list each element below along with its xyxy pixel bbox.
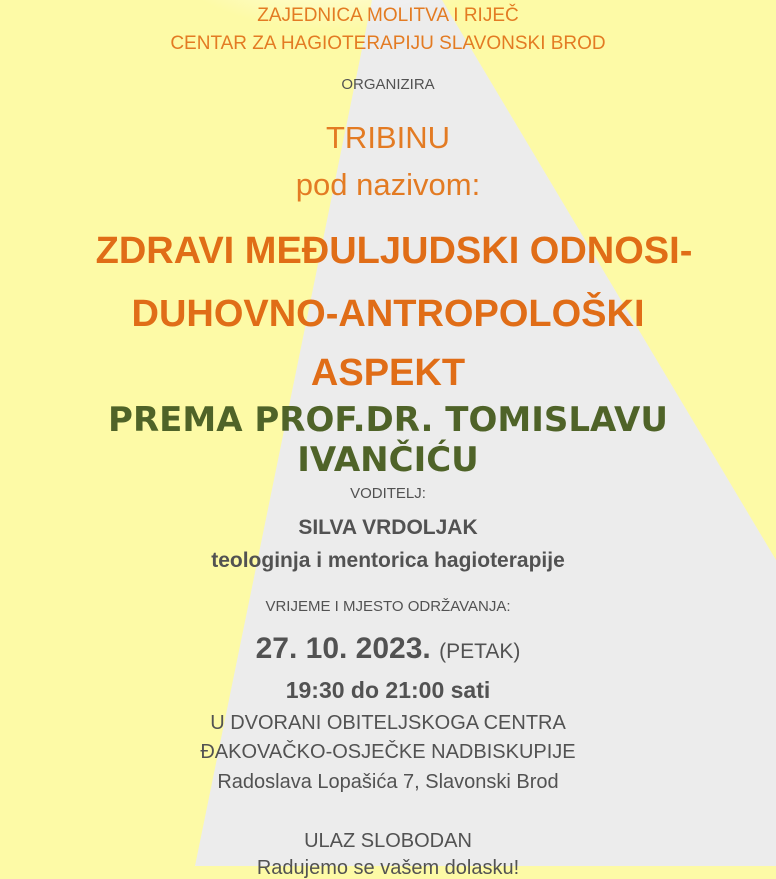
event-subtitle-line-2: IVANČIĆU	[297, 440, 479, 480]
event-type: TRIBINU	[326, 120, 450, 155]
event-title-line-3: ASPEKT	[310, 352, 466, 394]
event-date: 27. 10. 2023.	[255, 632, 431, 665]
venue-line-1: U DVORANI OBITELJSKOGA CENTRA	[210, 712, 566, 734]
event-subtitle-line-1: PREMA PROF.DR. TOMISLAVU	[108, 400, 668, 440]
organizer-line-2: CENTAR ZA HAGIOTERAPIJU SLAVONSKI BROD	[170, 33, 606, 54]
closing-line: Radujemo se vašem dolasku!	[256, 857, 520, 879]
venue-line-2: ĐAKOVAČKO-OSJEČKE NADBISKUPIJE	[200, 741, 576, 763]
host-name: SILVA VRDOLJAK	[298, 516, 478, 539]
host-role: teologinja i mentorica hagioterapije	[211, 549, 565, 572]
organizer-action: ORGANIZIRA	[341, 76, 435, 93]
entry-info: ULAZ SLOBODAN	[304, 830, 472, 852]
event-time: 19:30 do 21:00 sati	[285, 677, 491, 703]
event-title-line-1: ZDRAVI MEĐULJUDSKI ODNOSI-	[95, 230, 693, 272]
organizer-line-1: ZAJEDNICA MOLITVA I RIJEČ	[257, 5, 519, 26]
host-label: VODITELJ:	[350, 485, 426, 502]
schedule-date-row	[0, 634, 776, 664]
event-weekday: (PETAK)	[439, 640, 521, 663]
event-title-line-2: DUHOVNO-ANTROPOLOŠKI	[131, 293, 645, 335]
venue-address: Radoslava Lopašića 7, Slavonski Brod	[217, 771, 559, 793]
schedule-label: VRIJEME I MJESTO ODRŽAVANJA:	[265, 598, 511, 615]
event-naming: pod nazivom:	[295, 167, 481, 202]
